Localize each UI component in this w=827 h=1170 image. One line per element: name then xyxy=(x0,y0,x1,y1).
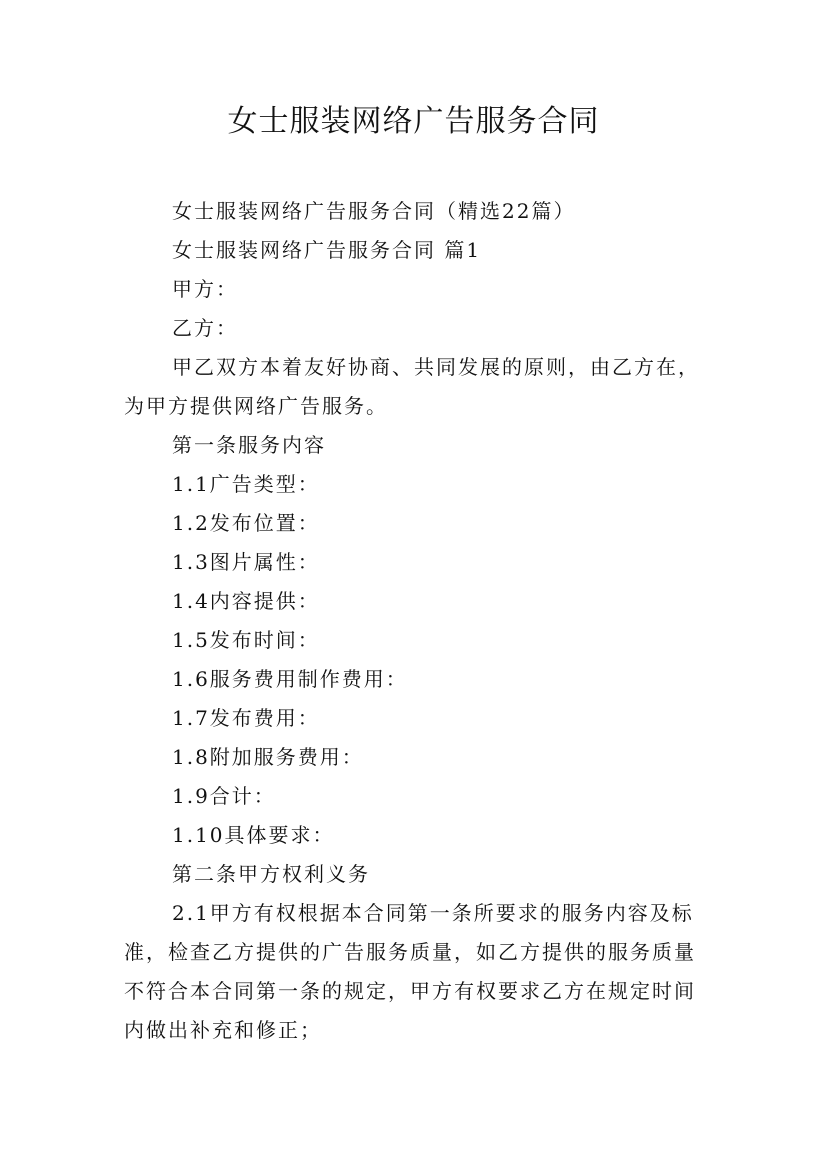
document-body xyxy=(124,192,714,1050)
paragraph-preamble: 甲乙双方本着友好协商、共同发展的原则，由乙方在，为甲方提供网络广告服务。 xyxy=(124,355,700,418)
paragraph-clause-1-4: 1.4内容提供： xyxy=(172,589,320,613)
paragraph-clause-1-9: 1.9合计： xyxy=(172,784,276,808)
paragraph-clause-1-3: 1.3图片属性： xyxy=(172,550,320,574)
paragraph-clause-1-10: 1.10具体要求： xyxy=(172,823,335,847)
paragraph-article-1-heading: 第一条服务内容 xyxy=(172,433,326,457)
document-title: 女士服装网络广告服务合同 xyxy=(227,104,600,139)
paragraph-clause-1-8: 1.8附加服务费用： xyxy=(172,745,364,769)
paragraph-clause-1-2: 1.2发布位置： xyxy=(172,511,320,535)
paragraph-clause-2-1: 2.1甲方有权根据本合同第一条所要求的服务内容及标准，检查乙方提供的广告服务质量，如乙方提供的服务质量不符合本合同第一条的规定，甲方有权要求乙方在规定时间内做出补充和修正； xyxy=(124,901,696,1042)
paragraph-clause-1-5: 1.5发布时间： xyxy=(172,628,320,652)
paragraph-chapter-heading: 女士服装网络广告服务合同 篇1 xyxy=(172,238,482,262)
paragraph-clause-1-1: 1.1广告类型： xyxy=(172,472,320,496)
paragraph-collection-heading: 女士服装网络广告服务合同（精选22篇） xyxy=(172,199,576,223)
paragraph-party-b: 乙方： xyxy=(172,316,238,340)
paragraph-article-2-heading: 第二条甲方权利义务 xyxy=(172,862,370,886)
paragraph-party-a: 甲方： xyxy=(172,277,238,301)
paragraph-clause-1-6: 1.6服务费用制作费用： xyxy=(172,667,408,691)
paragraph-clause-1-7: 1.7发布费用： xyxy=(172,706,320,730)
